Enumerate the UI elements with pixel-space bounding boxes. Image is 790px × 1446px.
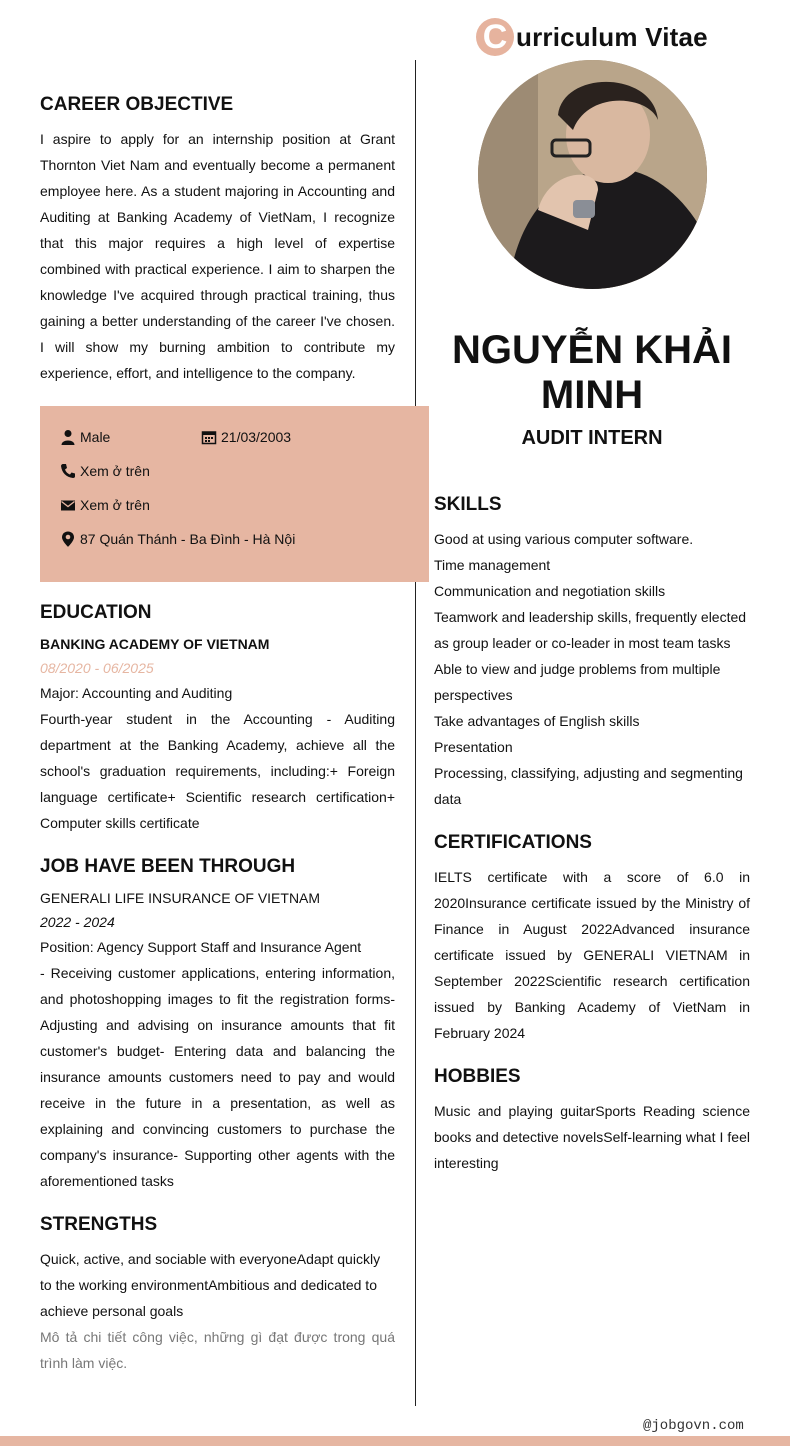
- skill-item: Time management: [434, 557, 551, 573]
- skill-item: Presentation: [434, 739, 513, 755]
- column-divider: [415, 60, 416, 1406]
- calendar-icon: [201, 429, 217, 445]
- job-period: 2022 - 2024: [40, 914, 115, 930]
- dob-value: 21/03/2003: [221, 429, 292, 445]
- candidate-name: NGUYỄN KHẢI MINH: [451, 328, 733, 417]
- education-major: Major: Accounting and Auditing: [40, 685, 233, 701]
- certifications-text: IELTS certificate with a score of 6.0 in 2020Insurance certificate issued by the Ministry of Finance in August 2022Advanced insurance certificate issued by GENERALI VIETNAM in September 2022Scientific research certification issued by Banking Academy of VietNam in February 2024: [434, 869, 750, 1041]
- profile-photo: [478, 60, 707, 289]
- skill-item: Able to view and judge problems from multiple perspectives: [434, 661, 721, 703]
- hobbies-heading: HOBBIES: [434, 1066, 521, 1087]
- phone-value: Xem ở trên: [80, 463, 150, 479]
- contact-box: [40, 406, 429, 582]
- profile-photo-illustration: [478, 60, 707, 289]
- education-period: 08/2020 - 06/2025: [40, 660, 154, 676]
- contact-address: [60, 531, 295, 547]
- contact-email: [60, 497, 150, 513]
- contact-phone: [60, 463, 150, 479]
- candidate-role: AUDIT INTERN: [521, 427, 663, 449]
- career-objective-text: I aspire to apply for an internship position at Grant Thornton Viet Nam and eventually become a permanent employee here. As a student majoring in Accounting and Auditing at Banking Academy of VietNam, I recognize that this major requires a high level of expertise combined with practical experience. I aim to sharpen the knowledge I've acquired through practical training, thus gaining a better understanding of the career I've chosen. I will show my burning ambition to contribute my experience, effort, and intelligence to the company.: [40, 131, 395, 381]
- footer-watermark: @jobgovn.com: [643, 1418, 744, 1434]
- certifications-heading: CERTIFICATIONS: [434, 832, 592, 853]
- skill-item: Good at using various computer software.: [434, 531, 694, 547]
- job-description: - Receiving customer applications, entering information, and photoshopping images to fit the registration forms- Adjusting and advising on insurance amounts that fit customer's budget- Entering data and balancing the insurance amounts customers need to pay and would receive in the future in a presentation, as well as explaining and convincing customers to purchase the company's insurance- Supporting other agents with the aforementioned tasks: [40, 965, 395, 1189]
- email-value: Xem ở trên: [80, 497, 150, 513]
- skill-item: Teamwork and leadership skills, frequently elected as group leader or co-leader in most team tasks: [434, 609, 747, 651]
- education-heading: EDUCATION: [40, 602, 152, 623]
- strengths-text: Quick, active, and sociable with everyoneAdapt quickly to the working environmentAmbitious and dedicated to achieve personal goals: [40, 1251, 381, 1319]
- skills-list: [434, 526, 750, 812]
- education-description: Fourth-year student in the Accounting - Auditing department at the Banking Academy, achieve all the school's graduation requirements, including:+ Foreign language certificate+ Scientific research certification+ Computer skills certificate: [40, 711, 395, 831]
- contact-gender: [60, 429, 110, 445]
- address-value: 87 Quán Thánh - Ba Đình - Hà Nội: [80, 531, 296, 547]
- jobs-heading: JOB HAVE BEEN THROUGH: [40, 856, 296, 877]
- logo-c-badge: C: [476, 18, 514, 56]
- person-icon: [60, 429, 76, 445]
- job-position: Position: Agency Support Staff and Insurance Agent: [40, 939, 362, 955]
- contact-dob: [201, 429, 291, 445]
- skills-heading: SKILLS: [434, 494, 502, 515]
- career-objective-heading: CAREER OBJECTIVE: [40, 94, 234, 115]
- skill-item: Take advantages of English skills: [434, 713, 640, 729]
- job-company: GENERALI LIFE INSURANCE OF VIETNAM: [40, 890, 321, 906]
- strengths-heading: STRENGTHS: [40, 1214, 158, 1235]
- hobbies-text: Music and playing guitarSports Reading science books and detective novelsSelf-learning what I feel interesting: [434, 1103, 750, 1171]
- phone-icon: [60, 463, 76, 479]
- skill-item: Processing, classifying, adjusting and segmenting data: [434, 765, 743, 807]
- footer-bar: [0, 1436, 790, 1446]
- skill-item: Communication and negotiation skills: [434, 583, 666, 599]
- location-pin-icon: [60, 531, 76, 547]
- education-school: BANKING ACADEMY OF VIETNAM: [40, 636, 270, 652]
- envelope-icon: [60, 497, 76, 513]
- strengths-placeholder: Mô tả chi tiết công việc, những gì đạt được trong quá trình làm việc.: [40, 1329, 395, 1371]
- gender-value: Male: [80, 429, 111, 445]
- cv-logo: [476, 16, 708, 58]
- logo-text: urriculum Vitae: [516, 21, 708, 52]
